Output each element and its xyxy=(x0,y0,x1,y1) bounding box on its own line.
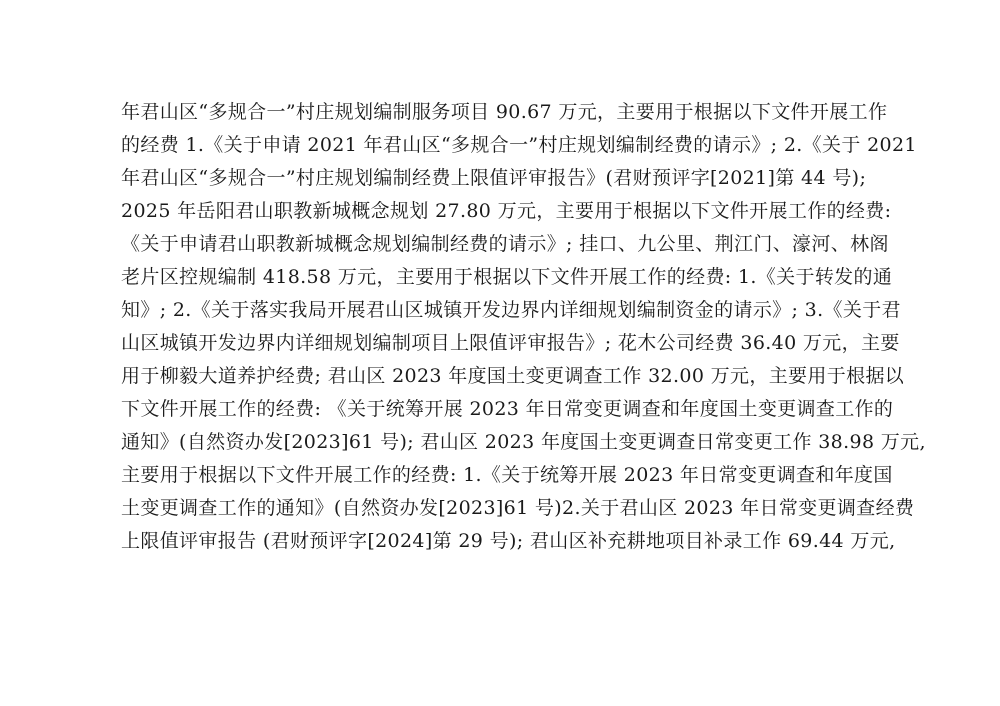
text-line: 2025 年岳阳君山职教新城概念规划 27.80 万元，主要用于根据以下文件开展工作的经费: xyxy=(121,200,892,222)
text-line: 老片区控规编制 418.58 万元，主要用于根据以下文件开展工作的经费: 1.《关于转发的通 xyxy=(121,266,893,288)
text-line: 下文件开展工作的经费: 《关于统筹开展 2023 年日常变更调查和年度国土变更调查工作的 xyxy=(121,398,894,420)
text-line: 知》; 2.《关于落实我局开展君山区城镇开发边界内详细规划编制资金的请示》; 3.《关于君 xyxy=(121,299,901,321)
text-line: 山区城镇开发边界内详细规划编制项目上限值评审报告》; 花木公司经费 36.40 万元，主要 xyxy=(121,332,900,354)
text-line: 通知》(自然资办发[2023]61 号); 君山区 2023 年度国土变更调查日常变更工作 38.98 万元, xyxy=(121,431,926,453)
text-line: 用于柳毅大道养护经费; 君山区 2023 年度国土变更调查工作 32.00 万元，主要用于根据以 xyxy=(121,365,905,387)
text-line: 主要用于根据以下文件开展工作的经费: 1.《关于统筹开展 2023 年日常变更调查和年度国 xyxy=(121,464,893,486)
text-line: 《关于申请君山职教新城概念规划编制经费的请示》; 挂口、九公里、荆江门、濠河、林阁 xyxy=(121,233,889,255)
text-line: 上限值评审报告 (君财预评字[2024]第 29 号); 君山区补充耕地项目补录工作 69.44 万元, xyxy=(121,530,896,552)
body-paragraph xyxy=(121,96,926,558)
text-line: 土变更调查工作的通知》(自然资办发[2023]61 号)2.关于君山区 2023 年日常变更调查经费 xyxy=(121,497,915,519)
text-line: 年君山区“多规合一”村庄规划编制服务项目 90.67 万元，主要用于根据以下文件开展工作 xyxy=(121,101,888,123)
text-line: 的经费 1.《关于申请 2021 年君山区“多规合一”村庄规划编制经费的请示》; 2.《关于 2021 xyxy=(121,134,917,156)
text-line: 年君山区“多规合一”村庄规划编制经费上限值评审报告》(君财预评字[2021]第 44 号); xyxy=(121,167,867,189)
